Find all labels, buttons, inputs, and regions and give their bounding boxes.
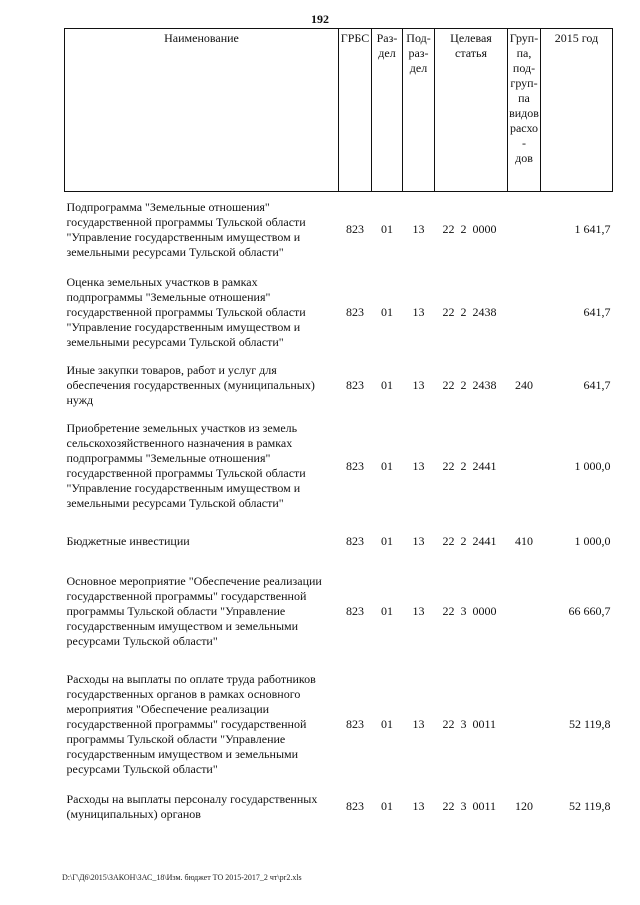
row-amount: 1 641,7 — [574, 222, 611, 237]
row-target: 22 2 0000 — [442, 222, 497, 237]
row-group — [508, 660, 541, 790]
table-row — [65, 564, 613, 660]
row-name: Бюджетные инвестиции — [66, 533, 190, 548]
row-group: 240 — [515, 378, 533, 392]
row-amount: 52 119,8 — [568, 717, 611, 731]
header-podrazdel: Под- раз- дел — [403, 29, 435, 192]
row-grbs: 823 — [346, 378, 364, 392]
row-podrazdel: 13 — [412, 604, 425, 618]
row-podrazdel: 13 — [412, 305, 425, 319]
row-podrazdel: 13 — [412, 222, 425, 237]
row-amount: 641,7 — [583, 305, 611, 319]
row-grbs: 823 — [346, 533, 364, 548]
row-target: 22 2 2441 — [442, 533, 497, 548]
budget-table — [64, 28, 613, 824]
header-group: Груп- па, под- груп- па видов расхо- дов — [508, 29, 541, 192]
file-path-footer: D:\Г\Д6\2015\ЗАКОН\ЗАС_18\Изм. бюджет ТО 2015-2017_2 чт\pr2.xls — [62, 873, 302, 882]
row-grbs: 823 — [346, 222, 364, 237]
row-amount: 66 660,7 — [568, 604, 611, 618]
row-group — [508, 192, 541, 268]
row-name: Расходы на выплаты по оплате труда работников государственных органов в рамках основного мероприятия "Обеспечение реализации государственной программы" государственной программы Тульской области "Управление государственным имуществом и земельными ресурсами Тульской области" — [66, 672, 316, 776]
row-name: Приобретение земельных участков из земель сельскохозяйственного назначения в рамках подпрограммы "Земельные отношения" государственной программы Тульской области "Управление государственным имуществом и земельными ресурсами Тульской области" — [66, 421, 306, 510]
table-row — [65, 790, 613, 824]
row-target: 22 2 2438 — [442, 378, 497, 392]
table-header — [65, 29, 613, 192]
row-razdel: 01 — [381, 604, 393, 618]
table-row — [65, 519, 613, 564]
row-name: Основное мероприятие "Обеспечение реализации государственной программы" государственной программы Тульской области "Управление государственным имуществом и земельными ресурсами Тульской области" — [66, 574, 322, 648]
row-razdel: 01 — [381, 222, 393, 237]
row-name: Подпрограмма "Земельные отношения" государственной программы Тульской области "Управление государственным имуществом и земельными ресурсами Тульской области" — [66, 199, 306, 259]
row-podrazdel: 13 — [412, 533, 425, 548]
row-group — [508, 414, 541, 519]
row-razdel: 01 — [381, 458, 393, 473]
row-podrazdel: 13 — [412, 799, 425, 813]
row-target: 22 3 0000 — [442, 604, 497, 618]
row-group — [508, 268, 541, 358]
row-grbs: 823 — [346, 305, 364, 319]
row-razdel: 01 — [381, 533, 393, 548]
row-grbs: 823 — [346, 717, 364, 731]
header-year: 2015 год — [541, 29, 613, 192]
row-razdel: 01 — [381, 717, 393, 731]
row-grbs: 823 — [346, 604, 364, 618]
row-group: 410 — [515, 533, 533, 548]
row-amount: 1 000,0 — [574, 458, 611, 473]
row-podrazdel: 13 — [412, 378, 425, 392]
header-razdel: Раз- дел — [372, 29, 403, 192]
row-name: Расходы на выплаты персоналу государственных (муниципальных) органов — [66, 791, 318, 821]
row-podrazdel: 13 — [412, 717, 425, 731]
header-name: Наименование — [65, 29, 339, 192]
table-row — [65, 660, 613, 790]
header-grbs: ГРБС — [339, 29, 372, 192]
table-row — [65, 414, 613, 519]
row-podrazdel: 13 — [412, 458, 425, 473]
row-name: Иные закупки товаров, работ и услуг для обеспечения государственных (муниципальных) нужд — [66, 363, 315, 407]
row-grbs: 823 — [346, 458, 364, 473]
row-target: 22 3 0011 — [442, 717, 497, 731]
row-target: 22 2 2441 — [442, 458, 497, 473]
row-amount: 641,7 — [583, 378, 611, 392]
table-row — [65, 192, 613, 268]
row-grbs: 823 — [346, 799, 364, 813]
row-razdel: 01 — [381, 799, 393, 813]
table-row — [65, 358, 613, 414]
row-target: 22 3 0011 — [442, 799, 497, 813]
row-name: Оценка земельных участков в рамках подпрограммы "Земельные отношения" государственной программы Тульской области "Управление государственным имуществом и земельными ресурсами Тульской области" — [66, 275, 306, 349]
table-row — [65, 268, 613, 358]
page-number: 192 — [311, 12, 329, 26]
row-target: 22 2 2438 — [442, 305, 497, 319]
row-razdel: 01 — [381, 378, 393, 392]
row-amount: 1 000,0 — [574, 533, 611, 548]
header-target: Целевая статья — [435, 29, 508, 192]
table-body — [65, 192, 613, 824]
row-group: 120 — [515, 799, 533, 813]
row-razdel: 01 — [381, 305, 393, 319]
row-group — [508, 564, 541, 660]
row-amount: 52 119,8 — [568, 799, 611, 813]
